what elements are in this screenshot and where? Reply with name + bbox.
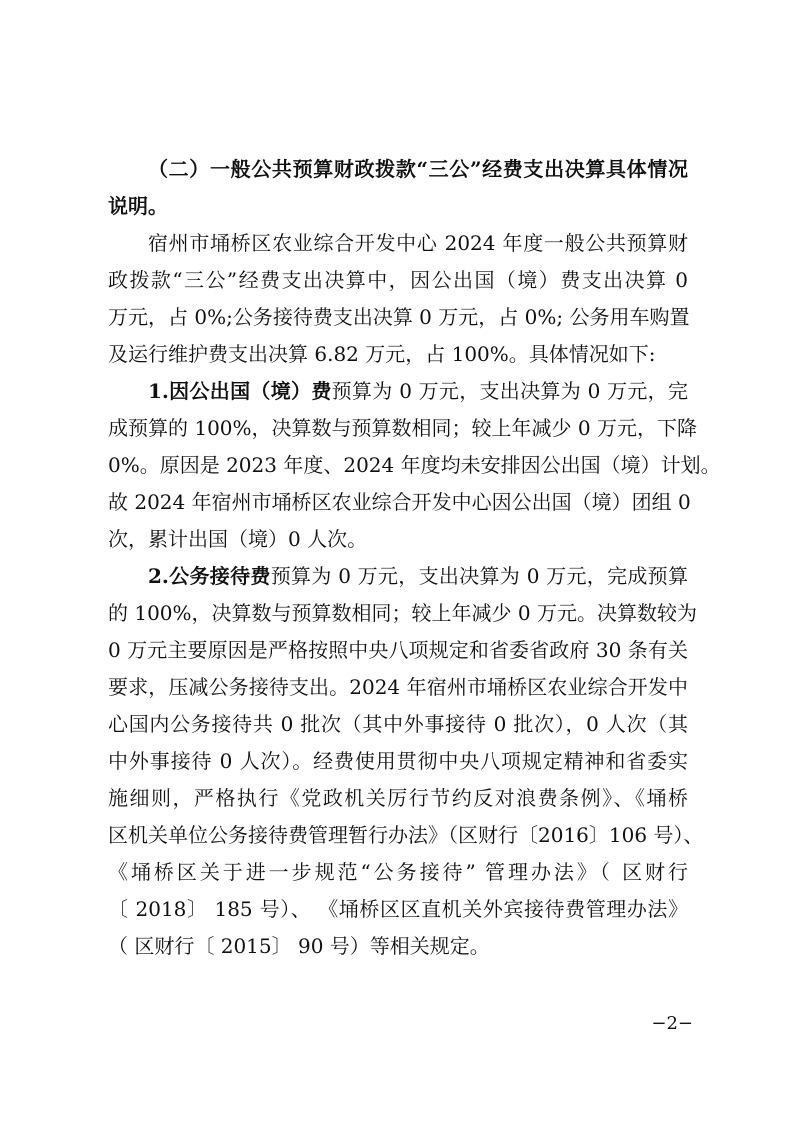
intro-line-2: 政拨款“三公”经费支出决算中，因公出国（境）费支出决算 0: [108, 268, 688, 292]
item2-line-1: [148, 564, 688, 588]
item2-line-10: 〔 2018〕 185 号）、 《埇桥区区直机关外宾接待费管理办法》: [108, 897, 688, 921]
intro-line-3: 万元，占 0%;公务接待费支出决算 0 万元，占 0%; 公务用车购置: [108, 305, 690, 329]
item2-line-8: 区机关单位公务接待费管理暂行办法》（区财行〔2016〕106 号）、: [108, 823, 704, 847]
item1-line-2: 成预算的 100%，决算数与预算数相同；较上年减少 0 万元，下降: [108, 416, 697, 440]
item2-line-11: （ 区财行〔 2015〕 90 号）等相关规定。: [108, 934, 490, 958]
item2-line-4: 要求，压减公务接待支出。2024 年宿州市埇桥区农业综合开发中: [108, 675, 688, 699]
item2-line-6: 中外事接待 0 人次）。经费使用贯彻中央八项规定精神和省委实: [108, 749, 688, 773]
item1-line-5: 次，累计出国（境）0 人次。: [108, 527, 368, 551]
section-heading-line-1: （二）一般公共预算财政拨款“三公”经费支出决算具体情况: [148, 157, 688, 181]
item2-line-3: 0 万元主要原因是严格按照中央八项规定和省委省政府 30 条有关: [108, 638, 688, 662]
item1-first-rest: 预算为 0 万元，支出决算为 0 万元，完: [331, 379, 688, 403]
item2-line-5: 心国内公务接待共 0 批次（其中外事接待 0 批次），0 人次（其: [108, 712, 688, 736]
item2-first-rest: 预算为 0 万元，支出决算为 0 万元，完成预算: [270, 564, 688, 588]
item2-line-2: 的 100%，决算数与预算数相同；较上年减少 0 万元。决算数较为: [108, 601, 697, 625]
item2-line-9: 《埇桥区关于进一步规范“公务接待” 管理办法》（ 区财行: [108, 860, 688, 884]
page-number: −2−: [651, 1013, 693, 1034]
intro-line-1: 宿州市埇桥区农业综合开发中心 2024 年度一般公共预算财: [148, 231, 688, 255]
item2-label: 2.公务接待费: [148, 564, 271, 588]
item1-line-3: 0%。原因是 2023 年度、2024 年度均未安排因公出国（境）计划。: [108, 453, 721, 477]
section-heading-line-2: 说明。: [108, 194, 168, 218]
intro-line-4: 及运行维护费支出决算 6.82 万元，占 100%。具体情况如下:: [108, 342, 656, 366]
item1-line-1: [148, 379, 688, 403]
item2-line-7: 施细则，严格执行《党政机关厉行节约反对浪费条例》、《埇桥: [108, 786, 688, 810]
item1-line-4: 故 2024 年宿州市埇桥区农业综合开发中心因公出国（境）团组 0: [108, 490, 691, 514]
item1-label: 1.因公出国（境）费: [148, 379, 332, 403]
